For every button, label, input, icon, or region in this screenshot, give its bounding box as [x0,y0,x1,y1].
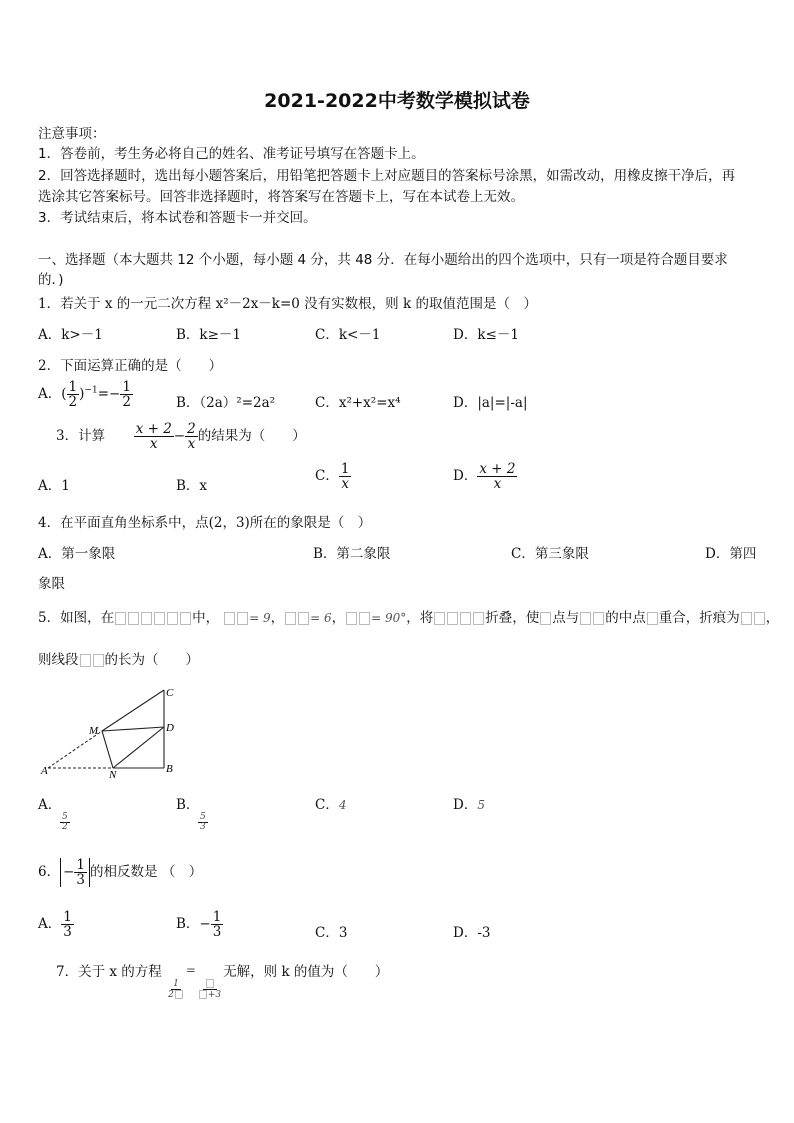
section-heading-line2: 的．) [38,272,64,288]
segment-mc [102,690,164,731]
q6-stem: 6． − $\frac{1}{3}$ 的相反数是 （ ） [38,857,203,889]
q6-option-a: A． $\frac{1}{3}$ [38,909,72,941]
q5-option-a: A． $\frac{5}{2}$ [38,797,68,833]
segment-mn [102,731,113,768]
q5-option-b: B． $\frac{5}{3}$ [176,797,206,833]
label-n: N [109,769,117,780]
q7-stem: 7．关于 x 的方程 $\frac{1}{2}$ = +3 无解，则 k 的值为（ ） [56,963,389,1001]
q1-stem: 1．若关于 x 的一元二次方程 x²－2x－k=0 没有实数根，则 k 的取值范围是（ ） [38,296,537,312]
segment-md [102,727,164,731]
q4-option-b: B．第二象限 [313,546,391,562]
note-line-2a: 2．回答选择题时，选出每小题答案后，用铅笔把答题卡上对应题目的答案标号涂黑，如需改动，用橡皮擦干净后，再 [38,168,736,184]
q4-option-c: C．第三象限 [511,546,589,562]
q4-option-d-continued: 象限 [38,576,65,592]
label-m: M [89,725,99,737]
q2-option-b: B．（2a）²=2a² [176,395,276,411]
q3-option-c: C． $\frac{1}{x}$ [315,461,350,493]
q6-option-c: C．3 [315,925,348,941]
label-d: D [166,722,174,734]
q1-option-c: C．k<－1 [315,327,381,343]
q5-option-c: C．4 [315,797,347,813]
note-line-2b: 选涂其它答案标号。回答非选择题时，将答案写在答题卡上，写在本试卷上无效。 [38,189,524,205]
note-line-3: 3．考试结束后，将本试卷和答题卡一并交回。 [38,210,317,226]
absolute-value-expression: − $\frac{1}{3}$ [60,858,90,887]
label-a: A [41,765,48,777]
q6-option-b: B．− $\frac{1}{3}$ [176,909,222,941]
q2-option-d: D．|a|=|-a| [453,395,528,411]
section-heading-line1: 一、选择题（本大题共 12 个小题，每小题 4 分，共 48 分．在每小题给出的四个选项中，只有一项是符合题目要求 [38,252,728,268]
label-c: C [166,687,174,699]
q2-option-a: A．( $\frac{1}{2}$ )$^{-1}$=− $\frac{1}{2}$ [38,379,131,411]
q1-option-a: A．k>－1 [38,327,103,343]
q5-stem-line1: 5．如图，在 中， = 9， = 6， = 90°，将 折叠，使 点与 的中点 重合，折痕为 ， [38,610,780,626]
note-line-1: 1．答卷前，考生务必将自己的姓名、准考证号填写在答题卡上。 [38,146,425,162]
q1-option-d: D．k≤－1 [453,327,519,343]
q4-option-a: A．第一象限 [38,546,116,562]
q3-option-a: A．1 [38,478,70,494]
q2-stem: 2．下面运算正确的是（ ） [38,358,223,374]
q2-option-c: C．x²+x²=x⁴ [315,395,401,411]
label-b: B [166,763,173,775]
q6-option-d: D．-3 [453,925,491,941]
q5-stem-line2: 则线段 的长为（ ） [38,652,199,668]
q5-option-d: D．5 [453,797,485,813]
q4-option-d: D．第四 [705,546,757,562]
exam-title: 2021-2022中考数学模拟试卷 [264,90,530,112]
segment-nd [113,727,164,768]
q3-option-b: B．x [176,478,208,494]
q3-stem: 3．计算 $\frac{x + 2}{x}$ − $\frac{2}{x}$ 的结果为（ ） [56,421,306,453]
q4-stem: 4．在平面直角坐标系中，点(2，3)所在的象限是（ ） [38,515,372,531]
notes-heading: 注意事项： [38,126,106,142]
q1-option-b: B．k≥－1 [176,327,242,343]
q3-option-d: D． $\frac{x + 2}{x}$ [453,461,516,493]
q5-geometry-figure [36,684,186,780]
